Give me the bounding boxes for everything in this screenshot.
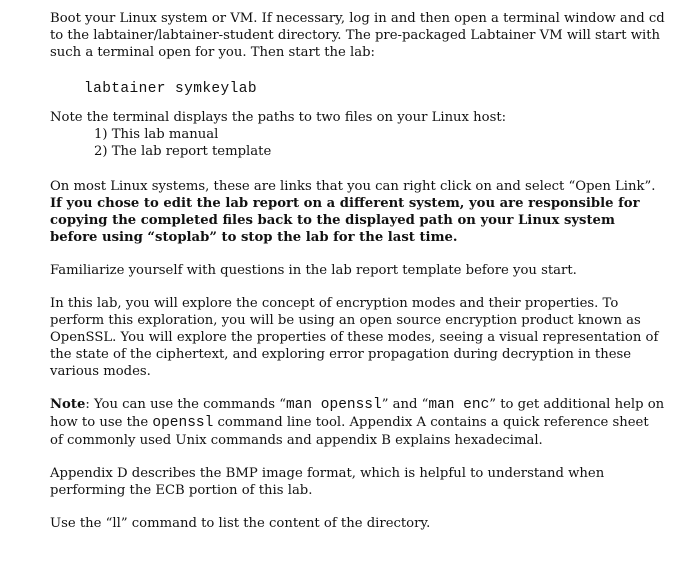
help-note-paragraph (50, 396, 665, 449)
help-text: : You can use the commands “ (85, 397, 286, 412)
intro-paragraph: Boot your Linux system or VM. If necessary, log in and then open a terminal window and cd to the labtainer/labtainer-student directory. The pre-packaged Labtainer VM will start with such a terminal open for you. Then start the lab: (50, 11, 665, 60)
file-list (94, 126, 665, 160)
man-openssl-command: man openssl (285, 397, 382, 413)
document-body (50, 10, 665, 532)
links-text: On most Linux systems, these are links that you can right click on and select “Open Link”. (50, 179, 656, 194)
start-lab-command: labtainer symkeylab (84, 81, 257, 97)
explore-paragraph: In this lab, you will explore the concept of encryption modes and their properties. To perform this exploration, you will be using an open source encryption product known as OpenSSL. You will explore the properties of these modes, seeing a visual representation of the state of the ciphertext, and exploring error propagation during decryption in these various modes. (50, 296, 659, 379)
links-paragraph (50, 178, 665, 246)
help-text: command line tool. Appendix A contains a quick reference sheet of commonly used Unix commands and appendix B explains hexadecimal. (50, 415, 649, 448)
openssl-command: openssl (152, 415, 214, 431)
man-enc-command: man enc (428, 397, 490, 413)
help-text: ” to get additional help on how to use the (50, 397, 665, 430)
note-label: Note (50, 397, 86, 412)
appendix-d-paragraph: Appendix D describes the BMP image format, which is helpful to understand when performing the ECB portion of this lab. (50, 466, 605, 498)
list-item: 1) This lab manual (94, 127, 219, 142)
familiarize-paragraph: Familiarize yourself with questions in the lab report template before you start. (50, 263, 577, 278)
help-text: ” and “ (381, 397, 429, 412)
list-directory-paragraph: Use the “ll” command to list the content of the directory. (50, 516, 431, 531)
note-lead: Note the terminal displays the paths to two files on your Linux host: (50, 110, 507, 125)
list-item: 2) The lab report template (94, 144, 272, 159)
links-warning: If you chose to edit the lab report on a different system, you are responsible for copying the completed files back to the displayed path on your Linux system before using “stoplab” to stop the lab for the last time. (50, 196, 640, 245)
